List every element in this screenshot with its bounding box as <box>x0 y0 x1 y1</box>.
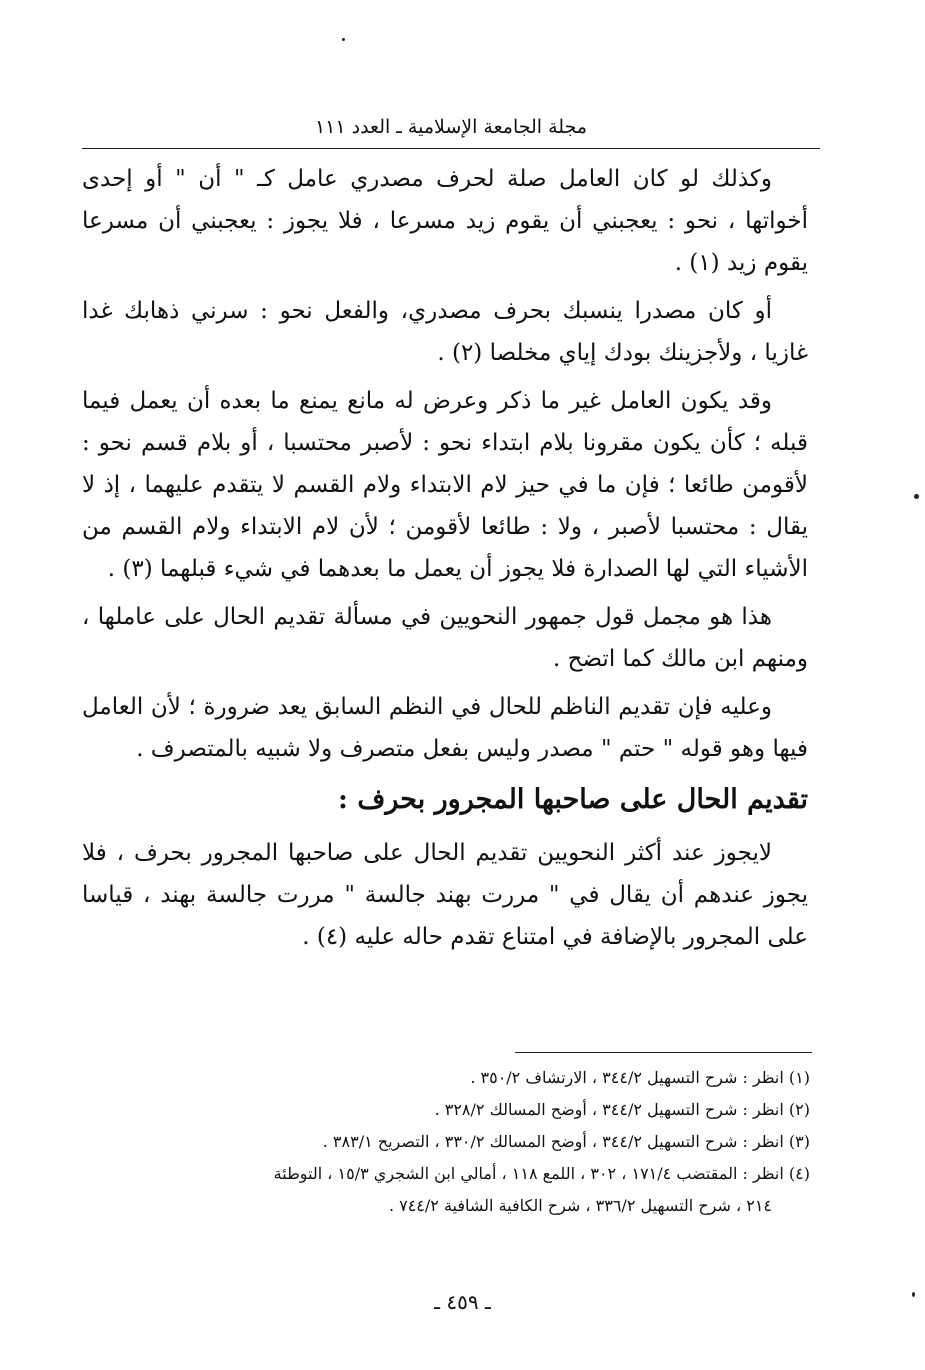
paragraph-6: لايجوز عند أكثر النحويين تقديم الحال على صاحبها المجرور بحرف ، فلا يجوز عندهم أن يقال في " مررت بهند جالسة " مررت جالسة بهند ، قياسا على المجرور بالإضافة في امتناع تقدم حاله عليه (٤) . <box>82 840 808 950</box>
main-text <box>82 158 808 964</box>
journal-title: مجلة الجامعة الإسلامية ـ العدد ١١١ <box>314 116 588 138</box>
footnotes <box>100 1062 810 1222</box>
paragraph-5: وعليه فإن تقديم الناظم للحال في النظم السابق يعد ضرورة ؛ لأن العامل فيها وهو قوله " حتم " مصدر وليس بفعل متصرف ولا شبيه بالمتصرف . <box>82 694 808 762</box>
footnote-4-continued: ٢١٤ ، شرح التسهيل ٣٣٦/٢ ، شرح الكافية الشافية ٧٤٤/٢ . <box>388 1196 772 1215</box>
footnote-4: (٤) انظر : المقتضب ١٧١/٤ ، ٣٠٢ ، اللمع ١١٨ ، أمالي ابن الشجري ١٥/٣ ، التوطئة <box>273 1164 810 1183</box>
footnote-divider <box>515 1052 812 1053</box>
footnote-1: (١) انظر : شرح التسهيل ٣٤٤/٢ ، الارتشاف ٣٥٠/٢ . <box>470 1068 810 1087</box>
footnote-2: (٢) انظر : شرح التسهيل ٣٤٤/٢ ، أوضح المسالك ٣٢٨/٢ . <box>434 1100 810 1119</box>
section-heading: تقديم الحال على صاحبها المجرور بحرف : <box>338 784 808 815</box>
scan-speck <box>342 38 345 41</box>
scan-speck <box>912 1292 915 1297</box>
page-number: ـ ٤٥٩ ـ <box>434 1290 491 1314</box>
paragraph-2: أو كان مصدرا ينسبك بحرف مصدري، والفعل نحو : سرني ذهابك غدا غازيا ، ولأجزينك بودك إياي مخلصا (٢) . <box>82 298 808 366</box>
scan-speck <box>914 494 919 499</box>
paragraph-1: وكذلك لو كان العامل صلة لحرف مصدري عامل كـ " أن " أو إحدى أخواتها ، نحو : يعجبني أن يقوم زيد مسرعا ، فلا يجوز : يعجبني أن مسرعا يقوم زيد (١) . <box>82 166 808 276</box>
running-header <box>82 112 820 149</box>
footnote-3: (٣) انظر : شرح التسهيل ٣٤٤/٢ ، أوضح المسالك ٣٣٠/٢ ، التصريح ٣٨٣/١ . <box>322 1132 810 1151</box>
paragraph-3: وقد يكون العامل غير ما ذكر وعرض له مانع يمنع ما بعده أن يعمل فيما قبله ؛ كأن يكون مقرونا بلام ابتداء نحو : لأصبر محتسبا ، أو بلام قسم نحو : لأقومن طائعا ؛ فإن ما في حيز لام الابتداء ولام القسم لا يتقدم عليهما ، إذ لا يقال : محتسبا لأصبر ، ولا : طائعا لأقومن ؛ لأن لام الابتداء ولام القسم من الأشياء التي لها الصدارة فلا يجوز أن يعمل ما بعدهما في شيء قبلهما (٣) . <box>82 388 808 582</box>
paragraph-4: هذا هو مجمل قول جمهور النحويين في مسألة تقديم الحال على عاملها ، ومنهم ابن مالك كما اتضح . <box>82 604 808 672</box>
